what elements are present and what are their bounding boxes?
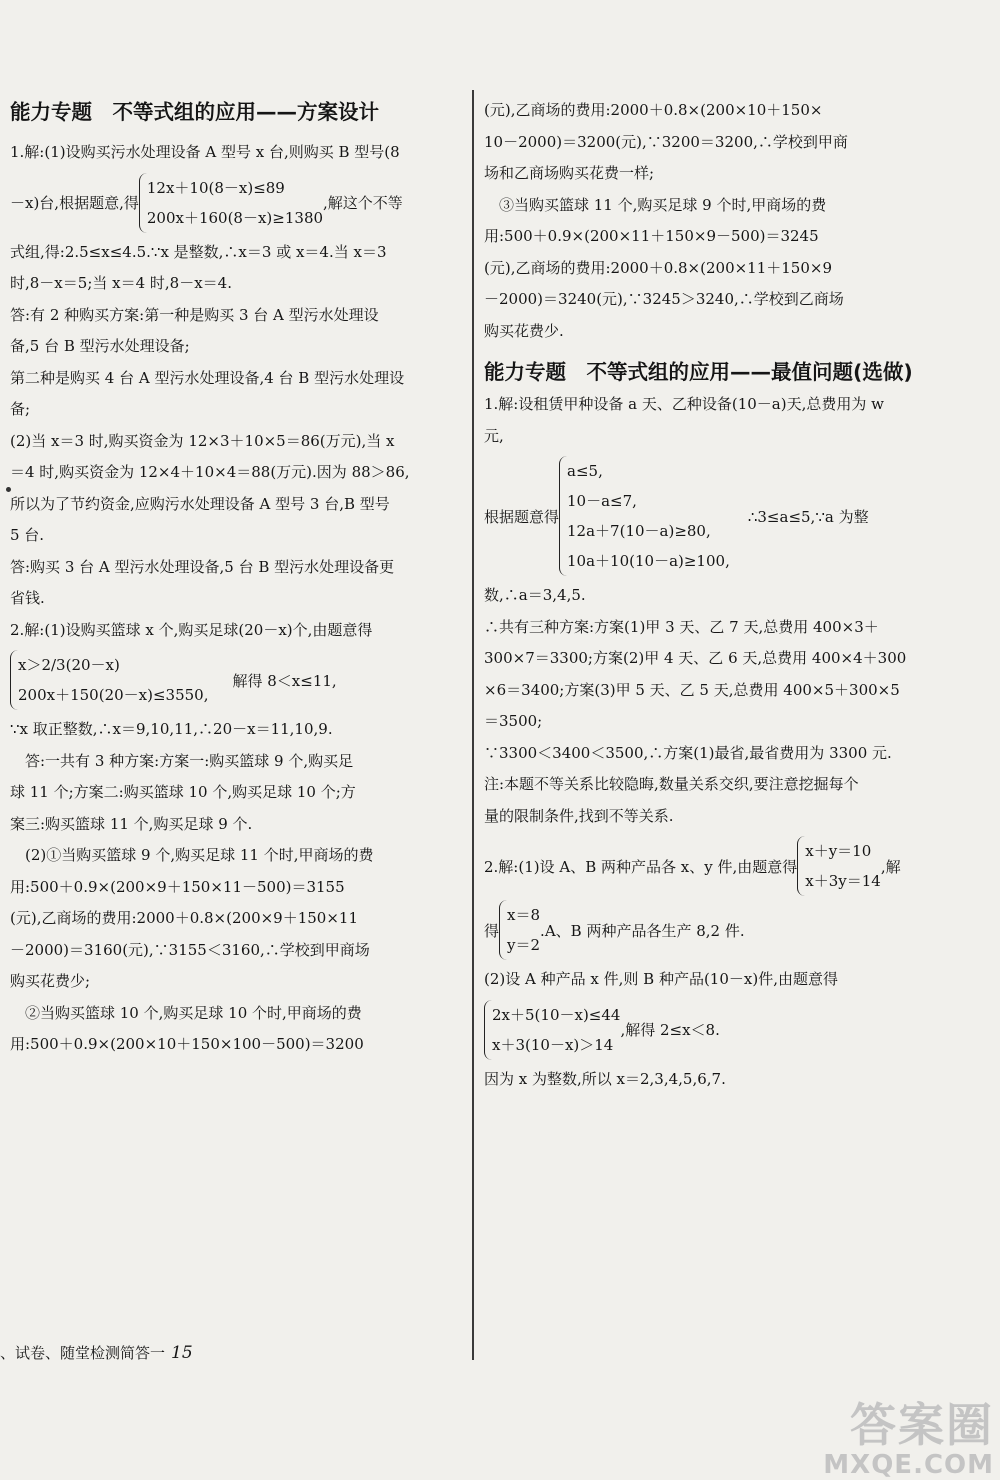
text-line: 1.解:(1)设购买污水处理设备 A 型号 x 台,则购买 B 型号(8 xyxy=(10,143,400,161)
footer-text: 、试卷、随堂检测简答一 xyxy=(0,1344,166,1362)
text-line: 时,8－x＝5;当 x＝4 时,8－x＝4. xyxy=(10,274,232,292)
watermark xyxy=(823,1400,994,1480)
system-lead: 得 xyxy=(484,921,500,940)
page-footer xyxy=(0,1342,193,1363)
brace xyxy=(10,650,208,710)
equation-line: x＝8 xyxy=(507,906,541,924)
inequality-system-3 xyxy=(484,456,924,576)
equation-line: 2x＋5(10－x)≤44 xyxy=(492,1005,621,1024)
equation-system-5 xyxy=(484,900,924,960)
text-line: ∵x 取正整数,∴x＝9,10,11,∴20－x＝11,10,9. xyxy=(10,720,333,738)
text-line: ②当购买篮球 10 个,购买足球 10 个时,甲商场的费 xyxy=(10,1003,362,1022)
page-number: 15 xyxy=(171,1343,193,1363)
text-line: 300×7＝3300;方案(2)甲 4 天、乙 6 天,总费用 400×4＋300 xyxy=(484,649,907,667)
inequality-system-1 xyxy=(10,173,462,233)
equation-line: 200x＋150(20－x)≤3550, xyxy=(18,686,209,704)
text-line: 10－2000)＝3200(元),∵3200＝3200,∴学校到甲商 xyxy=(484,132,848,151)
brace xyxy=(559,456,730,576)
text-line: ＝4 时,购买资金为 12×4＋10×4＝88(万元).因为 88＞86, xyxy=(10,463,410,481)
inequality-system-2 xyxy=(10,650,462,710)
text-line: (元),乙商场的费用:2000＋0.8×(200×10＋150× xyxy=(484,101,823,119)
text-line: ∵3300＜3400＜3500,∴方案(1)最省,最省费用为 3300 元. xyxy=(484,743,892,762)
equation-line: x＋y＝10 xyxy=(805,842,872,860)
text-line: 2.解:(1)设购买篮球 x 个,购买足球(20－x)个,由题意得 xyxy=(10,620,373,639)
brace xyxy=(797,836,881,896)
equation-line: x＋3y＝14 xyxy=(805,872,881,890)
section-title-plan-design: 能力专题 不等式组的应用——方案设计 xyxy=(10,100,379,124)
system-trail: ∴3≤a≤5,∵a 为整 xyxy=(747,507,869,526)
text-line: 答:有 2 种购买方案:第一种是购买 3 台 A 型污水处理设 xyxy=(10,305,379,324)
text-line: 用:500＋0.9×(200×11＋150×9－500)＝3245 xyxy=(484,227,819,245)
system-lead: －x)台,根据题意,得 xyxy=(10,194,139,212)
system-lead: 2.解:(1)设 A、B 两种产品各 x、y 件,由题意得 xyxy=(484,857,798,876)
brace xyxy=(139,173,323,233)
text-line: 式组,得:2.5≤x≤4.5.∵x 是整数,∴x＝3 或 x＝4.当 x＝3 xyxy=(10,242,387,261)
text-line: 注:本题不等关系比较隐晦,数量关系交织,要注意挖掘每个 xyxy=(484,775,859,793)
equation-line: 12x＋10(8－x)≤89 xyxy=(146,178,285,197)
brace xyxy=(484,1000,620,1060)
text-line: 所以为了节约资金,应购污水处理设备 A 型号 3 台,B 型号 xyxy=(10,494,390,513)
text-line: 购买花费少; xyxy=(10,972,91,990)
text-line: －2000)＝3240(元),∵3245＞3240,∴学校到乙商场 xyxy=(484,290,844,308)
left-column xyxy=(10,95,462,1061)
equation-line: y＝2 xyxy=(507,936,541,954)
equation-line: 200x＋160(8－x)≥1380 xyxy=(146,208,324,227)
text-line: 5 台. xyxy=(10,526,45,544)
text-line: 备; xyxy=(10,400,31,418)
text-line: 1.解:设租赁甲种设备 a 天、乙种设备(10－a)天,总费用为 w xyxy=(484,395,884,413)
text-line: 答:购买 3 台 A 型污水处理设备,5 台 B 型污水处理设备更 xyxy=(10,557,395,576)
text-line: ③当购买篮球 11 个,购买足球 9 个时,甲商场的费 xyxy=(484,195,827,214)
text-line: 量的限制条件,找到不等关系. xyxy=(484,806,674,825)
text-line: 备,5 台 B 型污水处理设备; xyxy=(10,337,190,355)
text-line: (2)设 A 种产品 x 件,则 B 种产品(10－x)件,由题意得 xyxy=(484,970,838,988)
equation-line: x＞2/3(20－x) xyxy=(18,656,120,674)
text-line: 省钱. xyxy=(10,589,45,607)
right-column xyxy=(484,95,924,1095)
text-line: 数,∴a＝3,4,5. xyxy=(484,586,586,604)
text-line: 案三:购买篮球 11 个,购买足球 9 个. xyxy=(10,814,253,833)
text-line: (元),乙商场的费用:2000＋0.8×(200×11＋150×9 xyxy=(484,258,833,277)
system-trail: .A、B 两种产品各生产 8,2 件. xyxy=(540,921,745,940)
equation-line: 12a＋7(10－a)≥80, xyxy=(567,522,711,540)
text-line: 元, xyxy=(484,426,504,445)
text-line: 答:一共有 3 种方案:方案一:购买篮球 9 个,购买足 xyxy=(10,751,354,770)
equation-line: 10a＋10(10－a)≥100, xyxy=(567,552,730,570)
text-line: ＝3500; xyxy=(484,712,543,730)
watermark-url: MXQE.COM xyxy=(823,1450,994,1480)
watermark-logo-text: 答案圈 xyxy=(850,1398,994,1452)
inequality-system-6 xyxy=(484,1000,924,1060)
equation-line: a≤5, xyxy=(567,462,603,480)
text-line: 球 11 个;方案二:购买篮球 10 个,购买足球 10 个;方 xyxy=(10,783,356,801)
equation-system-4 xyxy=(484,836,924,896)
text-line: (元),乙商场的费用:2000＋0.8×(200×9＋150×11 xyxy=(10,909,359,927)
brace xyxy=(499,900,540,960)
system-trail: ,解得 2≤x＜8. xyxy=(620,1021,720,1039)
section-title-optimum: 能力专题 不等式组的应用——最值问题(选做) xyxy=(484,360,913,384)
text-line: 购买花费少. xyxy=(484,321,564,340)
text-line: 用:500＋0.9×(200×9＋150×11－500)＝3155 xyxy=(10,877,345,896)
text-line: －2000)＝3160(元),∵3155＜3160,∴学校到甲商场 xyxy=(10,940,370,959)
equation-line: 10－a≤7, xyxy=(567,492,637,510)
text-line: (2)当 x＝3 时,购买资金为 12×3＋10×5＝86(万元),当 x xyxy=(10,431,395,450)
system-trail: ,解 xyxy=(880,857,901,876)
text-line: ×6＝3400;方案(3)甲 5 天、乙 5 天,总费用 400×5＋300×5 xyxy=(484,680,900,699)
text-line: 用:500＋0.9×(200×10＋150×100－500)＝3200 xyxy=(10,1035,364,1053)
text-line: 因为 x 为整数,所以 x＝2,3,4,5,6,7. xyxy=(484,1069,726,1088)
text-line: 场和乙商场购买花费一样; xyxy=(484,164,655,182)
text-line: ∴共有三种方案:方案(1)甲 3 天、乙 7 天,总费用 400×3＋ xyxy=(484,617,879,636)
text-line: 第二种是购买 4 台 A 型污水处理设备,4 台 B 型污水处理设 xyxy=(10,368,405,387)
system-trail: ,解这个不等 xyxy=(323,194,403,212)
system-lead: 根据题意得 xyxy=(484,507,560,526)
column-divider xyxy=(472,90,474,1360)
equation-line: x＋3(10－x)＞14 xyxy=(492,1035,614,1054)
text-line: (2)①当购买篮球 9 个,购买足球 11 个时,甲商场的费 xyxy=(10,846,374,864)
system-trail: 解得 8＜x≤11, xyxy=(232,671,337,690)
